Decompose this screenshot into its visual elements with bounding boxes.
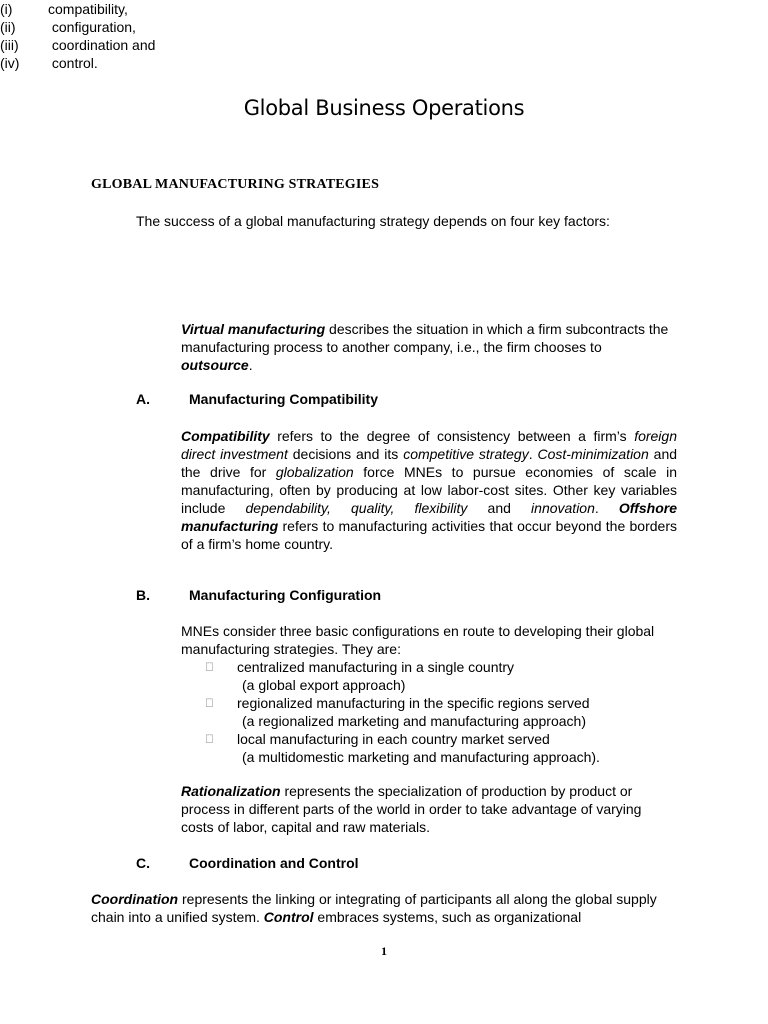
section-b-heading bbox=[136, 587, 381, 603]
emphasis-text: globalization bbox=[275, 464, 354, 480]
page-number: 1 bbox=[381, 944, 387, 958]
intro-paragraph: The success of a global manufacturing strategy depends on four key factors: bbox=[136, 213, 610, 229]
paragraph-text: represents the linking or integrating of participants all along the global supply chain into a unified system. bbox=[91, 891, 657, 925]
term-control: Control bbox=[263, 909, 314, 925]
list-number: (i) bbox=[0, 1, 13, 17]
paragraph-text: and bbox=[467, 500, 532, 516]
list-item bbox=[0, 18, 768, 36]
compatibility-paragraph bbox=[181, 427, 677, 553]
bullet-icon bbox=[205, 730, 237, 748]
list-item bbox=[0, 36, 768, 54]
rationalization-paragraph bbox=[181, 782, 677, 836]
emphasis-text: dependability, quality, flexibility bbox=[245, 500, 468, 516]
paragraph-text: and the drive for bbox=[181, 446, 678, 480]
list-text: compatibility, bbox=[48, 1, 128, 17]
bullet-text: local manufacturing in each country market served bbox=[237, 731, 550, 747]
bullet-subtext: (a multidomestic marketing and manufacturing approach). bbox=[242, 749, 600, 765]
bullet-subtext: (a global export approach) bbox=[242, 677, 406, 693]
list-item bbox=[205, 658, 600, 676]
document-title: Global Business Operations bbox=[243, 96, 525, 120]
section-letter: C. bbox=[136, 855, 150, 871]
paragraph-text: refers to manufacturing activities that occur beyond the borders of a firm’s home country. bbox=[181, 518, 677, 552]
configuration-list bbox=[205, 658, 600, 766]
emphasis-text: Cost-minimization bbox=[537, 446, 649, 462]
emphasis-text: foreign direct investment bbox=[181, 428, 677, 462]
section-a-heading bbox=[136, 391, 378, 407]
list-number: (ii) bbox=[0, 19, 16, 35]
list-text: configuration, bbox=[48, 19, 136, 35]
paragraph-text: embraces systems, such as organizational bbox=[313, 909, 582, 925]
list-item bbox=[0, 0, 768, 18]
paragraph-text: decisions and its bbox=[287, 446, 404, 462]
emphasis-text: innovation bbox=[531, 500, 595, 516]
term-virtual-manufacturing: Virtual manufacturing bbox=[181, 321, 326, 337]
coordination-paragraph bbox=[91, 890, 666, 926]
section-letter: A. bbox=[136, 391, 150, 407]
paragraph-text: force MNEs to pursue economies of scale in manufacturing, often by producing at low labor-cost sites. Other key variables include bbox=[181, 464, 677, 516]
bullet-subtext: (a regionalized marketing and manufacturing approach) bbox=[242, 713, 586, 729]
paragraph-text: . bbox=[248, 357, 253, 373]
term-coordination: Coordination bbox=[91, 891, 179, 907]
bullet-text: centralized manufacturing in a single country bbox=[237, 659, 515, 675]
list-number: (iii) bbox=[0, 37, 19, 53]
paragraph-text: . bbox=[594, 500, 619, 516]
paragraph-text: refers to the degree of consistency between a firm’s bbox=[269, 428, 635, 444]
paragraph-text: describes the situation in which a firm subcontracts the manufacturing process to another company, i.e., the firm chooses to bbox=[181, 321, 669, 355]
list-item bbox=[205, 694, 600, 712]
list-text: control. bbox=[48, 55, 98, 71]
list-number: (iv) bbox=[0, 55, 20, 71]
virtual-manufacturing-paragraph bbox=[181, 320, 677, 374]
section-heading: GLOBAL MANUFACTURING STRATEGIES bbox=[91, 177, 380, 192]
section-title: Manufacturing Configuration bbox=[189, 587, 382, 603]
term-compatibility: Compatibility bbox=[181, 428, 270, 444]
section-letter: B. bbox=[136, 587, 150, 603]
section-c-heading bbox=[136, 855, 359, 871]
bullet-text: regionalized manufacturing in the specific regions served bbox=[237, 695, 590, 711]
term-offshore-manufacturing: Offshore manufacturing bbox=[181, 500, 678, 534]
section-title: Coordination and Control bbox=[189, 855, 359, 871]
list-item bbox=[205, 730, 600, 748]
term-rationalization: Rationalization bbox=[181, 783, 281, 799]
list-item bbox=[0, 54, 768, 72]
bullet-icon bbox=[205, 658, 237, 676]
configuration-intro: MNEs consider three basic configurations en route to developing their global manufacturing strategies. They are: bbox=[181, 623, 655, 657]
term-outsource: outsource bbox=[181, 357, 249, 373]
bullet-icon bbox=[205, 694, 237, 712]
paragraph-text: represents the specialization of production by product or process in different parts of the world in order to take advantage of varying costs of labor, capital and raw materials. bbox=[181, 783, 642, 835]
paragraph-text: . bbox=[528, 446, 538, 462]
list-text: coordination and bbox=[48, 37, 156, 53]
emphasis-text: competitive strategy bbox=[403, 446, 529, 462]
section-title: Manufacturing Compatibility bbox=[189, 391, 378, 407]
factors-list bbox=[0, 0, 768, 72]
